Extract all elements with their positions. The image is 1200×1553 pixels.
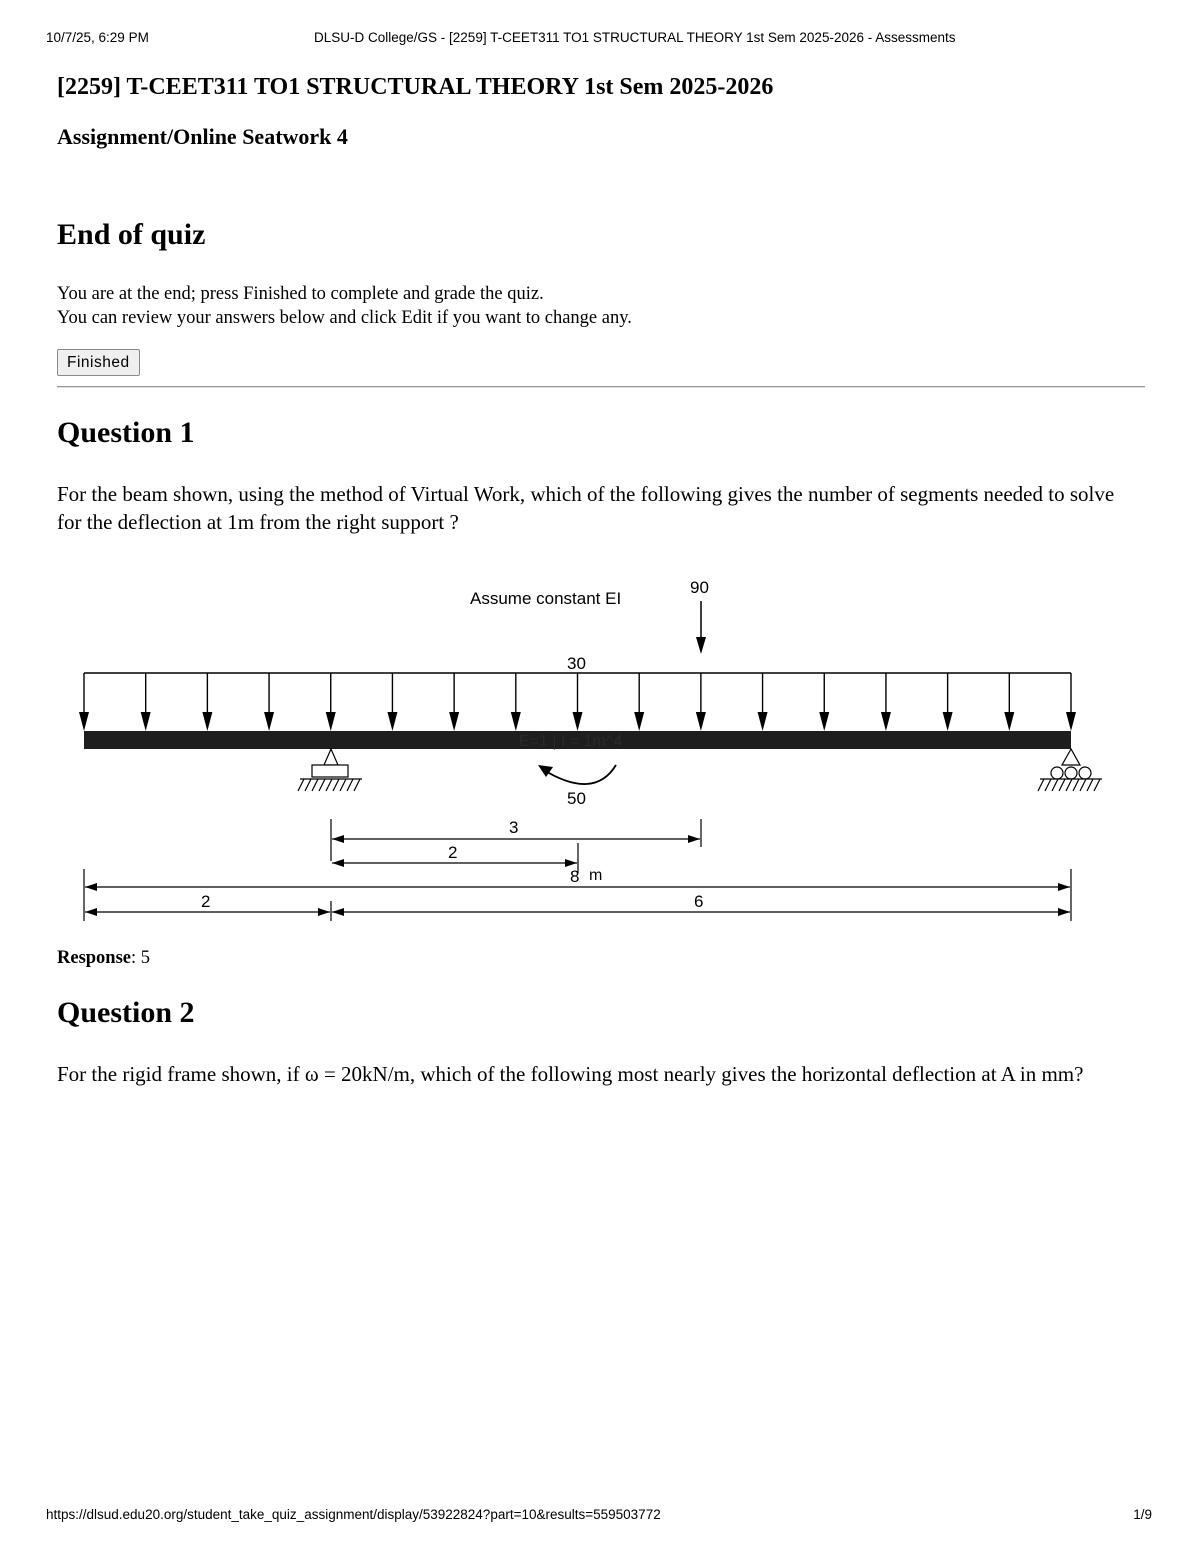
print-page-number: 1/9 [1133, 1507, 1152, 1522]
udl-arrowhead [819, 712, 829, 731]
total-length-label: 8 [570, 867, 580, 886]
udl-arrowhead [387, 712, 397, 731]
point-load-label: 90 [690, 578, 709, 597]
udl-arrowhead [326, 712, 336, 731]
question-2-title: Question 2 [57, 996, 195, 1029]
dimension-2-inner-label: 2 [448, 843, 458, 862]
udl-arrowhead [264, 712, 274, 731]
course-title: [2259] T-CEET311 TO1 STRUCTURAL THEORY 1st Sem 2025-2026 [57, 74, 774, 100]
udl-arrowhead [1066, 712, 1076, 731]
pin-support [298, 749, 362, 791]
end-of-quiz-instructions [57, 282, 632, 330]
print-datetime: 10/7/25, 6:29 PM [46, 30, 149, 45]
udl-arrowhead [202, 712, 212, 731]
distributed-load-label: 30 [567, 654, 586, 673]
dimension-3-label: 3 [509, 818, 519, 837]
udl-arrowhead [79, 712, 89, 731]
instruction-line-2: You can review your answers below and click Edit if you want to change any. [57, 308, 632, 328]
dimension-6-label: 6 [694, 892, 704, 911]
response-colon: : [131, 948, 141, 968]
question-1-response [57, 948, 150, 969]
distributed-load-arrows [79, 673, 1076, 731]
udl-arrowhead [449, 712, 459, 731]
instruction-line-1: You are at the end; press Finished to complete and grade the quiz. [57, 284, 544, 304]
print-footer [46, 1507, 1152, 1525]
question-1-beam-figure [26, 503, 1126, 932]
end-of-quiz-heading: End of quiz [57, 218, 206, 251]
response-label: Response [57, 948, 132, 968]
udl-arrowhead [573, 712, 583, 731]
point-load-arrowhead [696, 637, 706, 654]
udl-arrowhead [1004, 712, 1014, 731]
udl-arrowhead [141, 712, 151, 731]
question-1-title: Question 1 [57, 416, 195, 449]
beam-properties-label: E=1 | I = 1m^4 [519, 733, 623, 750]
length-unit-label: m [589, 867, 603, 884]
udl-arrowhead [758, 712, 768, 731]
response-value: 5 [140, 948, 151, 968]
assume-ei-note: Assume constant EI [470, 589, 622, 608]
udl-arrowhead [511, 712, 521, 731]
dimension-2-left-label: 2 [201, 892, 211, 911]
moment-arc [542, 765, 616, 784]
print-page-title: DLSU-D College/GS - [2259] T-CEET311 TO1 STRUCTURAL THEORY 1st Sem 2025-2026 - Assessments [314, 30, 956, 45]
print-url: https://dlsud.edu20.org/student_take_quiz_assignment/display/53922824?part=10&results=559503772 [46, 1507, 661, 1522]
roller-support [1038, 749, 1102, 791]
assignment-title: Assignment/Online Seatwork 4 [57, 124, 348, 149]
udl-arrowhead [881, 712, 891, 731]
udl-arrowhead [634, 712, 644, 731]
moment-arrowhead [538, 765, 553, 777]
finished-button[interactable]: Finished [57, 349, 140, 376]
moment-label: 50 [567, 789, 586, 808]
section-divider [57, 386, 1145, 388]
udl-arrowhead [696, 712, 706, 731]
question-2-text: For the rigid frame shown, if ω = 20kN/m, which of the following most nearly gives the horizontal deflection at A in mm? [57, 1062, 1084, 1086]
print-header [46, 30, 1154, 48]
beam-diagram [26, 503, 1126, 927]
question-1-text: For the beam shown, using the method of Virtual Work, which of the following gives the number of segments needed to solve for the deflection at 1m from the right support ? [57, 482, 1115, 534]
udl-arrowhead [943, 712, 953, 731]
